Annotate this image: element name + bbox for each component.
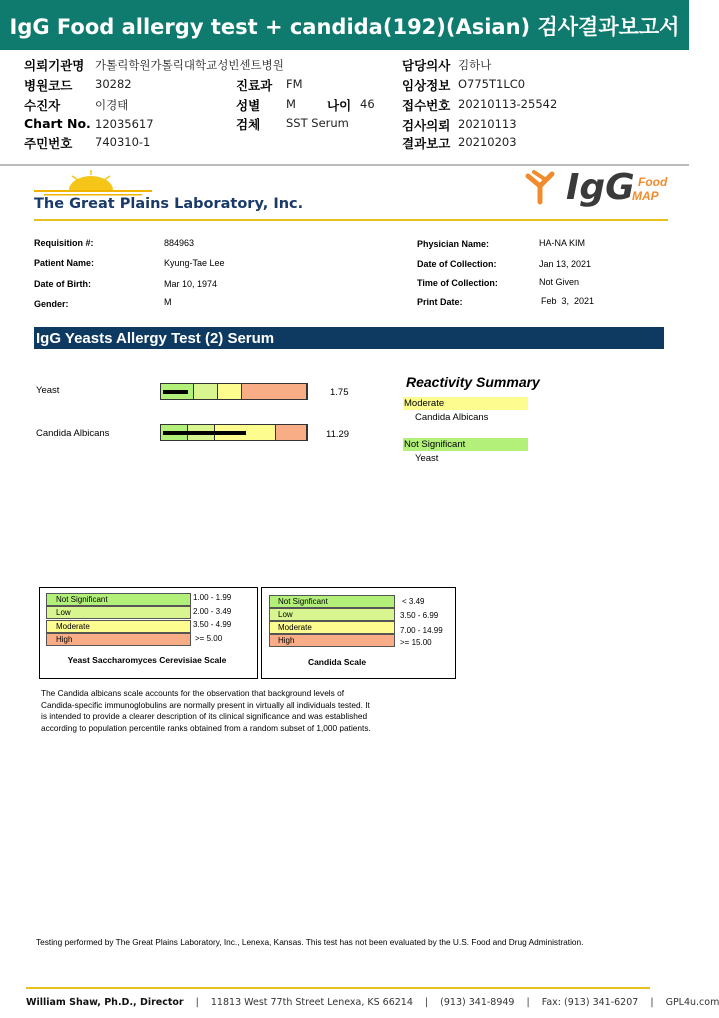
result-name-yeast: Yeast — [36, 385, 60, 396]
physician-value: HA-NA KIM — [539, 238, 586, 248]
rrn-value: 740310-1 — [95, 135, 151, 149]
scale-range: 7.00 - 14.99 — [400, 626, 443, 635]
scale-band: High — [46, 633, 191, 646]
collection-time-label: Time of Collection: — [417, 278, 498, 288]
patient-name-label: Patient Name: — [34, 258, 95, 268]
report-label: 결과보고 — [402, 136, 451, 151]
scale-range: < 3.49 — [402, 597, 425, 606]
age-value: 46 — [360, 97, 375, 111]
hospital-code-label: 병원코드 — [24, 78, 73, 93]
requisition-label: Requisition #: — [34, 238, 94, 248]
bar-seg-high — [276, 425, 307, 440]
note-line: The Candida albicans scale accounts for the observation that background levels of — [41, 688, 345, 698]
footer — [26, 997, 719, 1008]
patient-name-value: Kyung-Tae Lee — [164, 258, 225, 268]
institution-value: 가톨릭학원가톨릭대학교성빈센트병원 — [95, 58, 284, 72]
header-separator — [0, 164, 689, 166]
report-title: IgG Food allergy test + candida(192)(Asian) 검사결과보고서 — [0, 0, 689, 53]
result-value-candida: 11.29 — [326, 429, 350, 440]
footer-web: GPL4u.com — [665, 997, 719, 1008]
scale-band: Low — [269, 608, 395, 621]
chart-label: Chart No. — [24, 116, 91, 131]
request-value: 20210113 — [458, 117, 517, 131]
collection-date-label: Date of Collection: — [417, 259, 497, 269]
candida-scale-caption: Candida Scale — [307, 657, 367, 667]
logo-food-text: Food — [638, 175, 668, 189]
dept-label: 진료과 — [236, 78, 273, 93]
chart-value: 12035617 — [95, 117, 154, 131]
result-marker-candida — [163, 431, 246, 435]
result-bar-yeast — [160, 383, 308, 400]
dept-value: FM — [286, 77, 303, 91]
clinical-value: O775T1LC0 — [458, 77, 526, 91]
report-value: 20210203 — [458, 135, 517, 149]
result-marker-yeast — [163, 390, 188, 394]
scale-band: Moderate — [46, 620, 191, 633]
receipt-label: 접수번호 — [402, 98, 451, 113]
lab-name: The Great Plains Laboratory, Inc. — [34, 196, 304, 212]
gender-label: Gender: — [34, 299, 69, 309]
scale-range: 3.50 - 6.99 — [400, 611, 439, 620]
reactivity-item: Candida Albicans — [415, 412, 489, 423]
footer-address: 11813 West 77th Street Lenexa, KS 66214 — [210, 997, 413, 1008]
section-title: IgG Yeasts Allergy Test (2) Serum — [34, 327, 664, 349]
physician-label: Physician Name: — [417, 239, 490, 249]
scale-band: Not Signficant — [269, 595, 395, 608]
collection-date-value: Jan 13, 2021 — [539, 259, 592, 269]
note-line: Candida-specific immunoglobulins are normally present in virtually all individuals tested. It — [41, 699, 370, 710]
gold-divider — [34, 219, 668, 221]
yeast-scale-caption: Yeast Saccharomyces Cerevisiae Scale — [67, 655, 227, 665]
candida-scale-box — [261, 587, 456, 679]
sun-logo-icon — [34, 168, 154, 196]
scale-range: >= 5.00 — [195, 634, 223, 643]
scale-band: Moderate — [269, 621, 395, 634]
receipt-value: 20210113-25542 — [458, 97, 558, 111]
igg-logo-text: IgG — [566, 167, 635, 208]
specimen-value: SST Serum — [286, 116, 349, 130]
rrn-label: 주민번호 — [24, 136, 73, 151]
scale-range: 1.00 - 1.99 — [193, 593, 232, 602]
footer-fax: Fax: (913) 341-6207 — [541, 997, 639, 1008]
yeast-scale-box — [39, 587, 258, 679]
note-line: according to population percentile ranks obtained from a random subset of 1,000 patients. — [41, 722, 371, 733]
scale-band: High — [269, 634, 395, 647]
hospital-code-value: 30282 — [95, 77, 132, 91]
footer-sep: | — [424, 997, 429, 1008]
antibody-icon — [524, 170, 564, 206]
note-line: is intended to provide a clearer description of its clinical significance and was established — [41, 711, 368, 721]
disclaimer: Testing performed by The Great Plains Laboratory, Inc., Lenexa, Kansas. This test has not been evaluated by the U.S. Food and Drug Administration. — [36, 937, 584, 947]
sex-label: 성별 — [236, 98, 261, 113]
footer-director: William Shaw, Ph.D., Director — [26, 997, 184, 1008]
bar-seg-low — [194, 384, 218, 399]
reactivity-band-moderate: Moderate — [403, 397, 528, 410]
footer-gold-divider — [26, 987, 650, 989]
clinical-label: 임상정보 — [402, 78, 451, 93]
sex-value: M — [286, 97, 296, 111]
bar-seg-moderate — [218, 384, 242, 399]
result-bar-candida — [160, 424, 308, 441]
specimen-label: 검체 — [236, 117, 261, 132]
footer-sep: | — [526, 997, 530, 1008]
result-name-candida: Candida Albicans — [36, 428, 110, 439]
requisition-value: 884963 — [164, 238, 195, 248]
reactivity-summary-title: Reactivity Summary — [406, 374, 540, 390]
candida-note — [41, 688, 371, 734]
scale-range: >= 15.00 — [400, 638, 432, 647]
reactivity-item: Yeast — [415, 453, 439, 464]
doctor-label: 담당의사 — [402, 58, 451, 73]
reactivity-band-not-significant: Not Significant — [403, 438, 528, 451]
bar-seg-high — [242, 384, 307, 399]
print-date-label: Print Date: — [417, 297, 463, 307]
dob-value: Mar 10, 1974 — [164, 279, 218, 289]
print-date-value: Feb 3, 2021 — [541, 296, 595, 306]
footer-sep: | — [195, 997, 199, 1008]
footer-phone: (913) 341-8949 — [440, 997, 515, 1008]
scale-range: 2.00 - 3.49 — [193, 607, 232, 616]
collection-time-value: Not Given — [539, 277, 580, 287]
scale-range: 3.50 - 4.99 — [193, 620, 232, 629]
patient-label: 수진자 — [24, 98, 61, 113]
gender-value: M — [164, 297, 172, 307]
age-label: 나이 — [327, 98, 352, 113]
request-label: 검사의뢰 — [402, 118, 451, 133]
patient-value: 이경태 — [95, 98, 129, 112]
institution-label: 의뢰기관명 — [24, 58, 85, 73]
result-value-yeast: 1.75 — [330, 387, 349, 398]
doctor-value: 김하나 — [458, 58, 492, 72]
logo-map-text: MAP — [632, 189, 659, 203]
dob-label: Date of Birth: — [34, 279, 91, 289]
scale-band: Low — [46, 606, 191, 619]
footer-sep: | — [650, 997, 654, 1008]
scale-band: Not Significant — [46, 593, 191, 606]
